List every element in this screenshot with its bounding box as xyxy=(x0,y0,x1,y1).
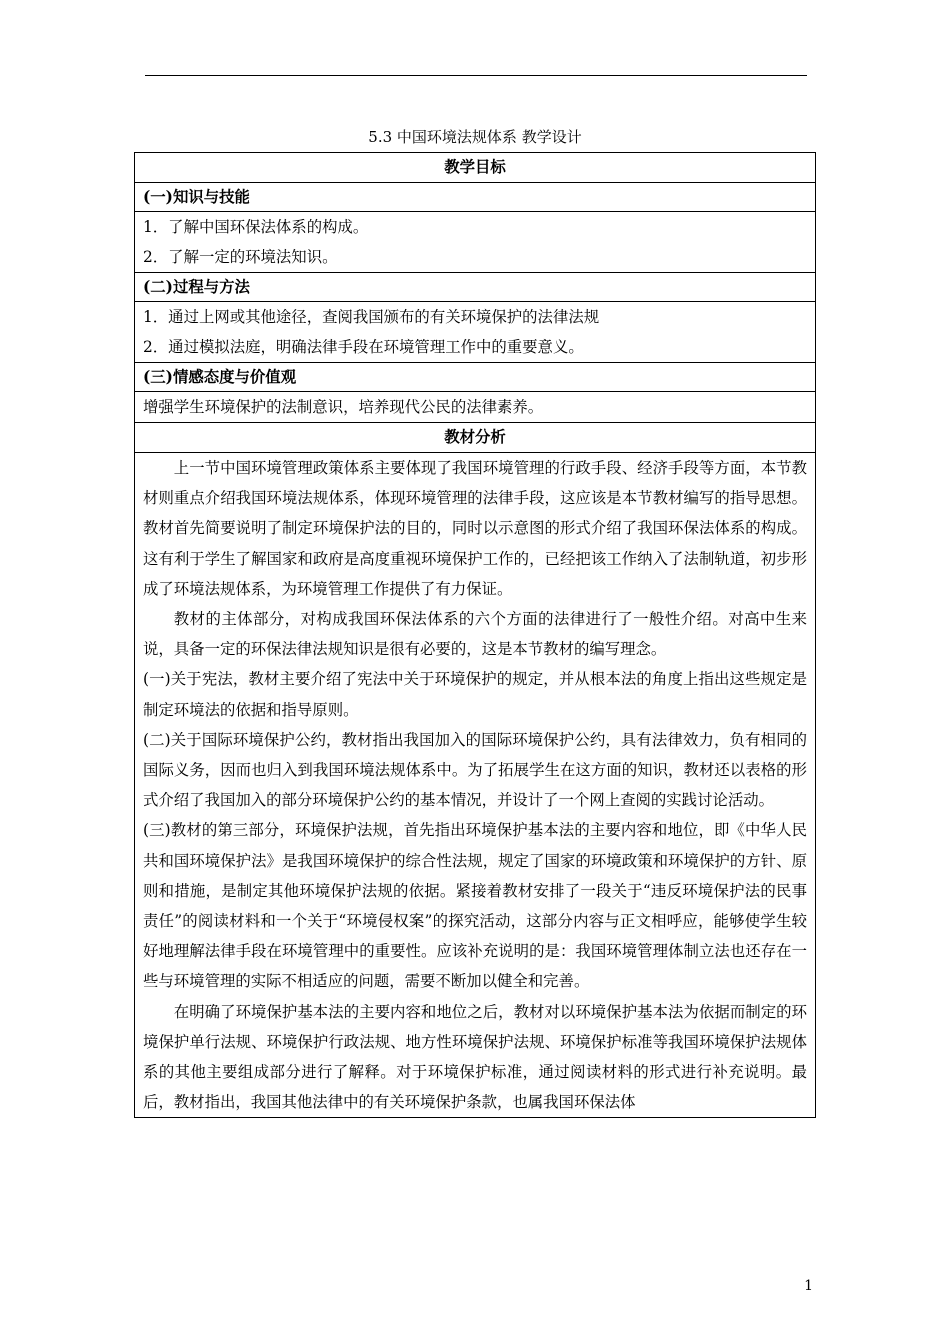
process-items-row xyxy=(135,302,816,363)
analysis-paragraph: (二)关于国际环境保护公约，教材指出我国加入的国际环境保护公约，具有法律效力，负有相同的国际义务，因而也归入到我国环境法规体系中。为了拓展学生在这方面的知识，教材还以表格的形式介绍了我国加入的部分环境保护公约的基本情况，并设计了一个网上查阅的实践讨论活动。 xyxy=(143,730,807,810)
knowledge-item: 2．了解一定的环境法知识。 xyxy=(143,248,338,266)
analysis-paragraph: 教材的主体部分，对构成我国环保法体系的六个方面的法律进行了一般性介绍。对高中生来说，具备一定的环保法律法规知识是很有必要的，这是本节教材的编写理念。 xyxy=(143,610,807,659)
header-rule xyxy=(145,75,807,76)
analysis-paragraph: 在明确了环境保护基本法的主要内容和地位之后，教材对以环境保护基本法为依据而制定的环境保护单行法规、环境保护行政法规、地方性环境保护法规、环境保护标准等我国环境保护法规体系的其他主要组成部分进行了解释。对于环境保护标准，通过阅读材料的形式进行补充说明。最后，教材指出，我国其他法律中的有关环境保护条款，也属我国环保法体 xyxy=(143,1002,807,1112)
emotion-items-row xyxy=(135,392,816,423)
emotion-header: (三)情感态度与价值观 xyxy=(135,363,816,392)
analysis-body-row xyxy=(135,453,816,1118)
lesson-plan-table xyxy=(134,152,816,1118)
knowledge-items xyxy=(135,212,816,273)
knowledge-items-row xyxy=(135,212,816,273)
analysis-header-row xyxy=(135,423,816,453)
process-header: (二)过程与方法 xyxy=(135,273,816,302)
emotion-item: 增强学生环境保护的法制意识，培养现代公民的法律素养。 xyxy=(143,398,544,416)
goals-header-row xyxy=(135,153,816,183)
knowledge-header-row xyxy=(135,183,816,212)
document-title: 5.3 中国环境法规体系 教学设计 xyxy=(368,128,582,146)
process-item: 2．通过模拟法庭，明确法律手段在环境管理工作中的重要意义。 xyxy=(143,338,584,356)
knowledge-item: 1．了解中国环保法体系的构成。 xyxy=(143,218,369,236)
analysis-header: 教材分析 xyxy=(135,423,816,453)
analysis-body xyxy=(135,453,816,1118)
emotion-header-row xyxy=(135,363,816,392)
analysis-paragraph: (三)教材的第三部分，环境保护法规，首先指出环境保护基本法的主要内容和地位，即《中华人民共和国环境保护法》是我国环境保护的综合性法规，规定了国家的环境政策和环境保护的方针、原则和措施，是制定其他环境保护法规的依据。紧接着教材安排了一段关于“违反环境保护法的民事责任”的阅读材料和一个关于“环境侵权案”的探究活动，这部分内容与正文相呼应，能够使学生较好地理解法律手段在环境管理中的重要性。应该补充说明的是：我国环境管理体制立法也还存在一些与环境管理的实际不相适应的问题，需要不断加以健全和完善。 xyxy=(143,821,807,991)
analysis-paragraph: 上一节中国环境管理政策体系主要体现了我国环境管理的行政手段、经济手段等方面，本节教材则重点介绍我国环境法规体系，体现环境管理的法律手段，这应该是本节教材编写的指导思想。教材首先简要说明了制定环境保护法的目的，同时以示意图的形式介绍了我国环保法体系的构成。这有利于学生了解国家和政府是高度重视环境保护工作的，已经把该工作纳入了法制轨道，初步形成了环境法规体系，为环境管理工作提供了有力保证。 xyxy=(143,459,807,598)
process-header-row xyxy=(135,273,816,302)
analysis-paragraph: (一)关于宪法，教材主要介绍了宪法中关于环境保护的规定，并从根本法的角度上指出这些规定是制定环境法的依据和指导原则。 xyxy=(143,670,807,719)
emotion-items xyxy=(135,392,816,423)
process-items xyxy=(135,302,816,363)
page-number: 1 xyxy=(804,1278,813,1294)
goals-header: 教学目标 xyxy=(135,153,816,183)
knowledge-header: (一)知识与技能 xyxy=(135,183,816,212)
process-item: 1．通过上网或其他途径，查阅我国颁布的有关环境保护的法律法规 xyxy=(143,308,600,326)
